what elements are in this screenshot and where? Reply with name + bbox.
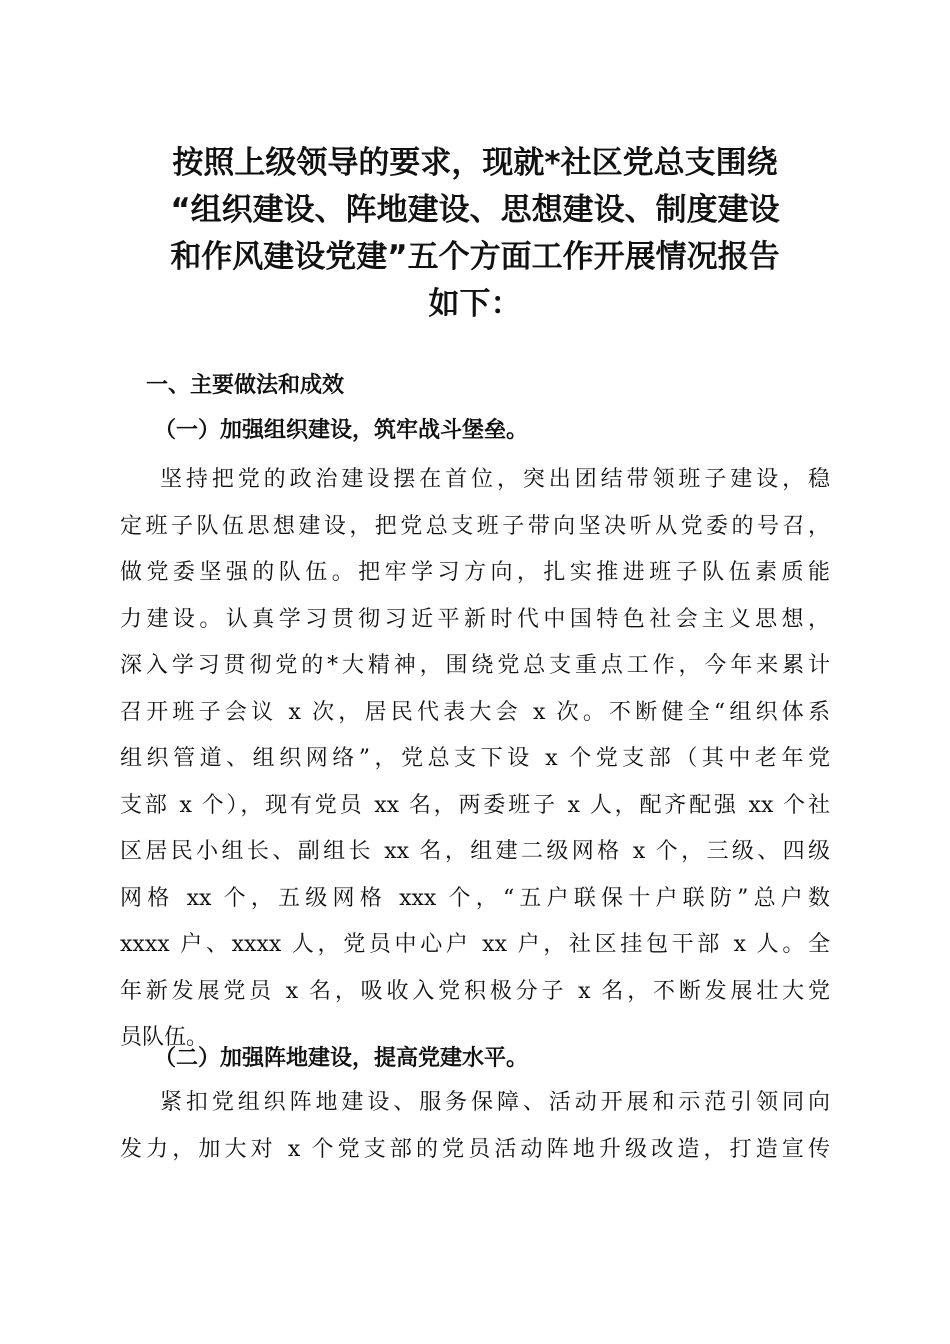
subsection-heading-position: （二）加强阵地建设，提高党建水平。 xyxy=(154,1045,529,1071)
paragraph-line: 支部 x 个），现有党员 xx 名，两委班子 x 人，配齐配强 xx 个社 xyxy=(120,792,830,818)
paragraph-line: 员队伍。 xyxy=(120,1025,209,1050)
paragraph-line: 力建设。认真学习贯彻习近平新时代中国特色社会主义思想， xyxy=(120,606,830,632)
title-line: 和作风建设党建”五个方面工作开展情况报告 xyxy=(170,239,780,275)
paragraph-line: 发力，加大对 x 个党支部的党员活动阵地升级改造，打造宣传 xyxy=(120,1136,830,1162)
title-line: “组织建设、阵地建设、思想建设、制度建设 xyxy=(170,192,780,228)
document-title xyxy=(110,140,840,328)
subsection-heading-organization: （一）加强组织建设，筑牢战斗堡垒。 xyxy=(154,417,529,443)
paragraph-line: 紧扣党组织阵地建设、服务保障、活动开展和示范引领同向 xyxy=(160,1090,830,1115)
paragraph-line: 定班子队伍思想建设，把党总支班子带向坚决听从党委的号召， xyxy=(120,513,830,539)
paragraph-line: 做党委坚强的队伍。把牢学习方向，扎实推进班子队伍素质能 xyxy=(120,560,830,585)
title-line: 如下： xyxy=(428,286,522,322)
paragraph-line: xxxx 户、xxxx 人，党员中心户 xx 户，社区挂包干部 x 人。全 xyxy=(120,932,830,957)
section-heading-main-practices: 一、主要做法和成效 xyxy=(146,373,345,398)
paragraph-line: 年新发展党员 x 名，吸收入党积极分子 x 名，不断发展壮大党 xyxy=(120,978,830,1004)
title-line: 按照上级领导的要求，现就*社区党总支围绕 xyxy=(172,145,778,181)
paragraph-line: 组织管道、组织网络”，党总支下设 x 个党支部（其中老年党 xyxy=(120,746,830,771)
paragraph-line: 坚持把党的政治建设摆在首位，突出团结带领班子建设，稳 xyxy=(160,467,830,492)
paragraph-line: 深入学习贯彻党的*大精神，围绕党总支重点工作，今年来累计 xyxy=(120,653,830,678)
paragraph-position xyxy=(120,1080,830,1173)
paragraph-line: 网格 xx 个，五级网格 xxx 个，“五户联保十户联防”总户数 xyxy=(120,885,830,911)
paragraph-organization xyxy=(120,457,830,1062)
paragraph-line: 区居民小组长、副组长 xx 名，组建二级网格 x 个，三级、四级 xyxy=(120,839,830,864)
paragraph-line: 召开班子会议 x 次，居民代表大会 x 次。不断健全“组织体系 xyxy=(120,699,830,725)
